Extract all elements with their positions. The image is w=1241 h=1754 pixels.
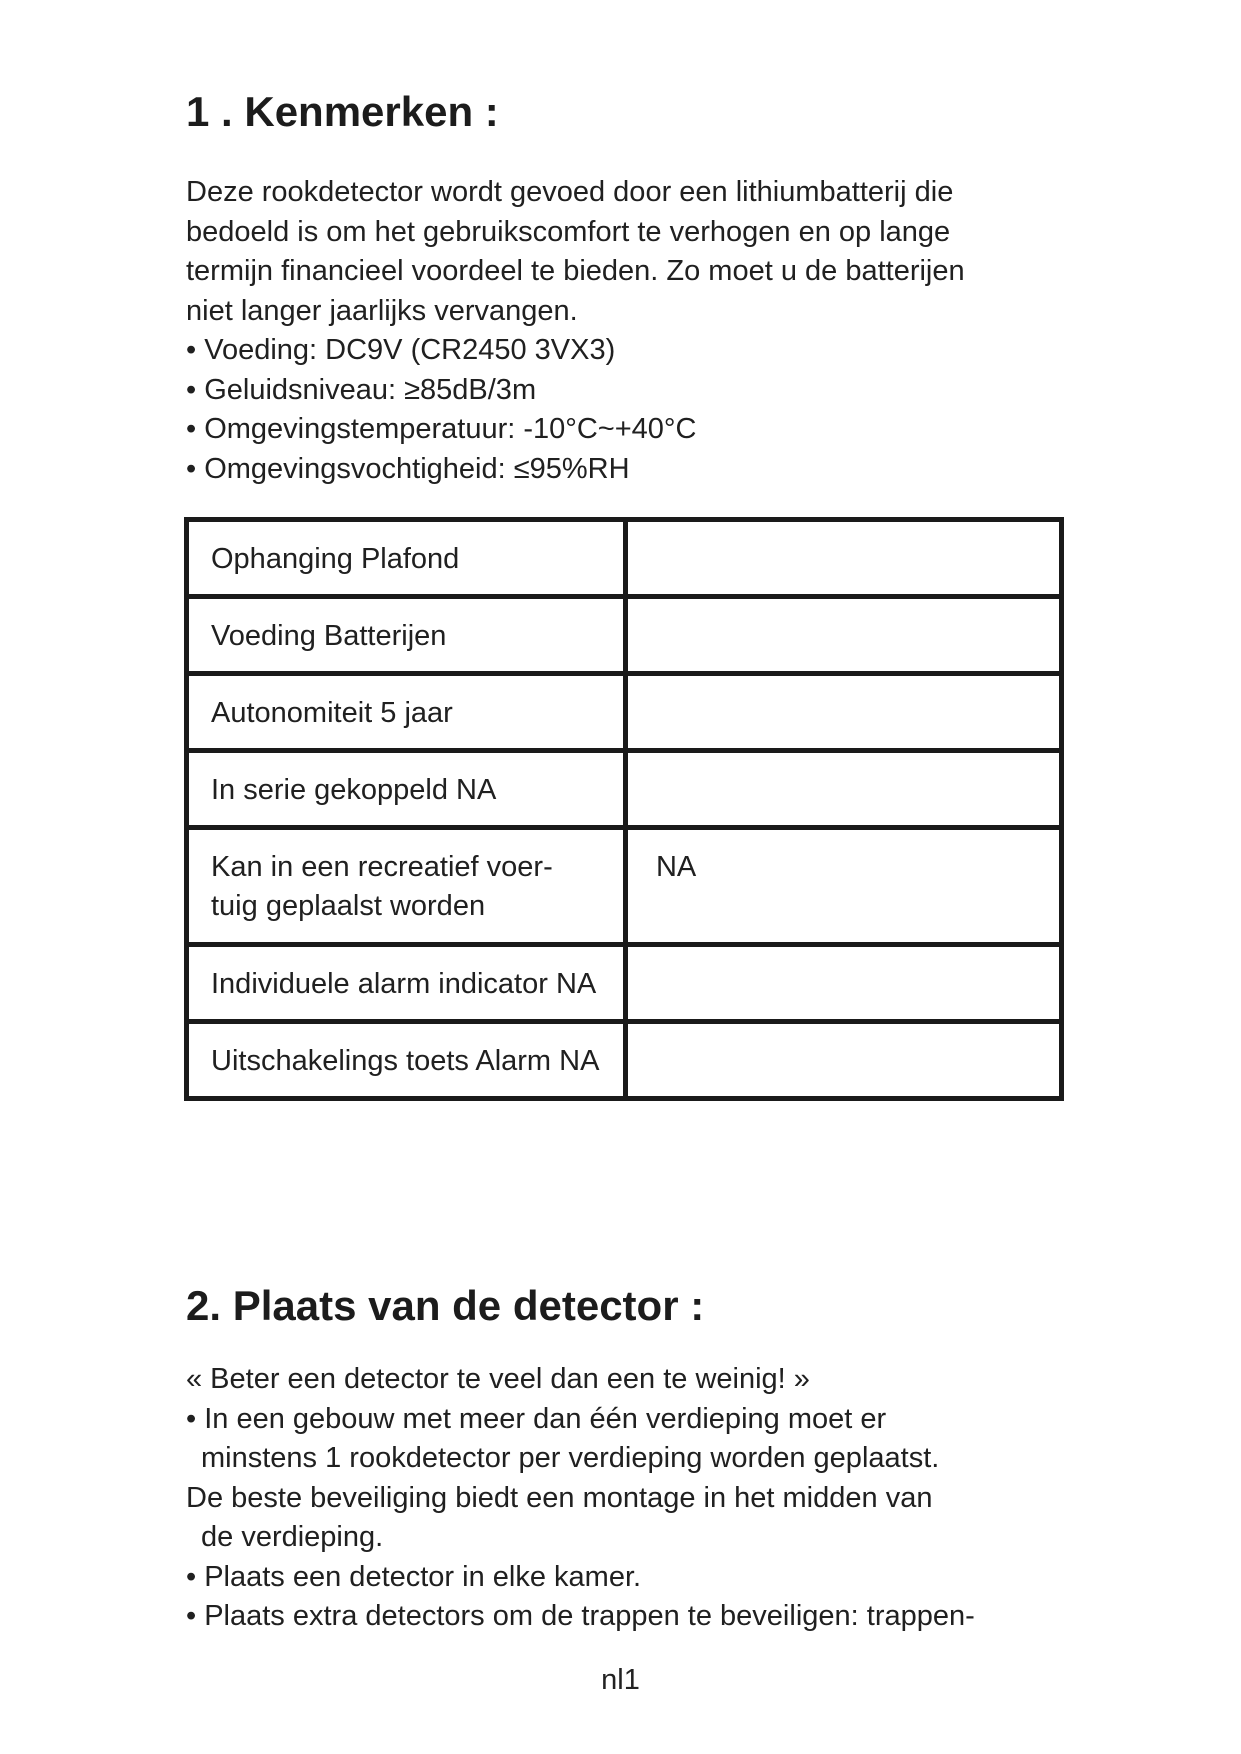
table-cell-label: Ophanging Plafond: [187, 520, 626, 597]
table-cell-label: Individuele alarm indicator NA: [187, 945, 626, 1022]
table-cell-label: [187, 828, 626, 945]
table-cell-value: [625, 597, 1061, 674]
intro-line: bedoeld is om het gebruikscomfort te verhogen en op lange: [186, 215, 951, 248]
spec-bullet-voeding: • Voeding: DC9V (CR2450 3VX3): [186, 334, 616, 366]
table-cell-value: NA: [625, 828, 1061, 945]
section-heading-plaats: 2. Plaats van de detector :: [186, 1282, 705, 1329]
table-row: [187, 828, 1062, 945]
table-cell-value: [625, 520, 1061, 597]
placement-line: minstens 1 rookdetector per verdieping worden geplaatst.: [201, 1442, 940, 1474]
table-cell-label: In serie gekoppeld NA: [187, 751, 626, 828]
table-cell-value: [625, 751, 1061, 828]
placement-bullet: • Plaats een detector in elke kamer.: [186, 1560, 642, 1593]
table-cell-label: Voeding Batterijen: [187, 597, 626, 674]
table-row: [187, 674, 1062, 751]
placement-bullet: • Plaats extra detectors om de trappen te beveiligen: trappen-: [186, 1600, 975, 1632]
spec-bullet-vochtigheid: • Omgevingsvochtigheid: ≤95%RH: [186, 452, 630, 485]
placement-line: de verdieping.: [201, 1521, 384, 1553]
placement-bullet: • In een gebouw met meer dan één verdieping moet er: [186, 1402, 887, 1435]
spec-table: [184, 517, 1064, 1101]
table-row: [187, 597, 1062, 674]
page-number: nl1: [601, 1664, 640, 1696]
spec-bullet-temperatuur: • Omgevingstemperatuur: -10°C~+40°C: [186, 413, 697, 445]
placement-line: De beste beveiliging biedt een montage in het midden van: [186, 1481, 933, 1514]
table-cell-value: [625, 674, 1061, 751]
intro-line: niet langer jaarlijks vervangen.: [186, 294, 578, 327]
table-row: [187, 945, 1062, 1022]
spec-bullet-geluidsniveau: • Geluidsniveau: ≥85dB/3m: [186, 373, 537, 406]
table-cell-label-line: Kan in een recreatief voer-: [211, 851, 553, 883]
placement-quote: « Beter een detector te veel dan een te weinig! »: [186, 1363, 810, 1395]
intro-line: Deze rookdetector wordt gevoed door een lithiumbatterij die: [186, 176, 954, 208]
table-cell-value: [625, 1022, 1061, 1099]
table-row: [187, 520, 1062, 597]
table-row: [187, 751, 1062, 828]
section-heading-kenmerken: 1 . Kenmerken :: [186, 88, 499, 135]
placement-paragraph: [186, 1360, 1086, 1637]
table-cell-value: [625, 945, 1061, 1022]
table-row: [187, 1022, 1062, 1099]
intro-line: termijn financieel voordeel te bieden. Zo moet u de batterijen: [186, 255, 965, 287]
table-cell-label: Uitschakelings toets Alarm NA: [187, 1022, 626, 1099]
intro-paragraph: [186, 173, 1086, 489]
table-cell-label: Autonomiteit 5 jaar: [187, 674, 626, 751]
table-cell-label-line: tuig geplaalst worden: [211, 890, 486, 922]
